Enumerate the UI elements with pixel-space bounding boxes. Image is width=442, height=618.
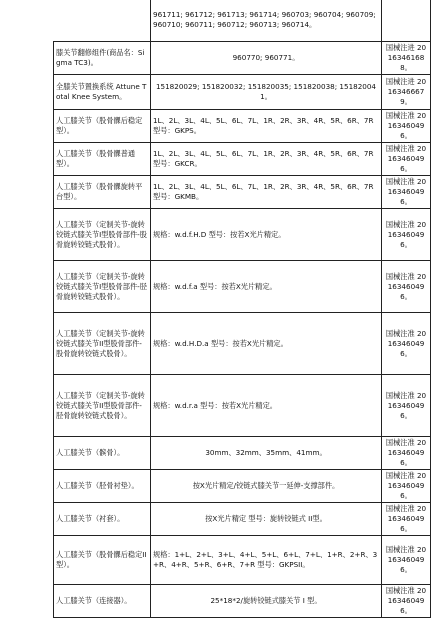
product-name-cell: 人工膝关节（股骨髁后稳定型）。 — [54, 110, 151, 143]
table-row — [54, 261, 431, 313]
table-row — [54, 536, 431, 585]
product-name-cell: 人工膝关节（定制关节-旋转铰链式膝关节I型股骨部件-股骨旋转铰链式股骨）。 — [54, 209, 151, 261]
table-row — [54, 42, 431, 75]
registration-number-cell: 国械注准 20163460496。 — [382, 536, 431, 585]
spec-model-cell: 规格：w.d.r.a 型号：按若X光片精定。 — [151, 375, 382, 437]
table-row — [54, 75, 431, 110]
product-name-cell: 人工膝关节（定制关节-旋转铰链式膝关节II型股骨部件-胫骨旋转铰链式股骨）。 — [54, 375, 151, 437]
device-registration-table — [53, 0, 431, 618]
product-name-cell: 人工膝关节（定制关节-旋转铰链式膝关节II型股骨部件-股骨旋转铰链式股骨）。 — [54, 313, 151, 375]
spec-model-cell: 规格：w.d.f.a 型号：按若X光片精定。 — [151, 261, 382, 313]
product-name-cell: 人工膝关节（股骨髁普通型）。 — [54, 143, 151, 176]
registration-number-cell: 国械注准 20163460496。 — [382, 375, 431, 437]
table-row — [54, 143, 431, 176]
spec-model-cell: 1L、2L、3L、4L、5L、6L、7L、1R、2R、3R、4R、5R、6R、7R 型号：GKCR。 — [151, 143, 382, 176]
table-row — [54, 209, 431, 261]
table-row — [54, 470, 431, 503]
registration-number-cell: 国械注进 20163466679。 — [382, 75, 431, 110]
spec-model-cell: 规格：w.d.H.D.a 型号：按若X光片精定。 — [151, 313, 382, 375]
product-name-cell — [54, 0, 151, 42]
table-row — [54, 0, 431, 42]
spec-model-cell: 961711; 961712; 961713; 961714; 960703; 960704; 960709; 960710; 960711; 960712; 960713; 960714。 — [151, 0, 382, 42]
registration-number-cell: 国械注准 20163460496。 — [382, 585, 431, 618]
product-name-cell: 人工膝关节（股骨髁旋转平台型）。 — [54, 176, 151, 209]
table-row — [54, 176, 431, 209]
registration-number-cell: 国械注准 20163460496。 — [382, 143, 431, 176]
spec-model-cell: 25*18*2/旋转铰链式膝关节 I 型。 — [151, 585, 382, 618]
spec-model-cell: 规格：1+L、2+L、3+L、4+L、5+L、6+L、7+L、1+R、2+R、3+R、4+R、5+R、6+R、7+R 型号：GKPSII。 — [151, 536, 382, 585]
product-name-cell: 人工膝关节（衬套）。 — [54, 503, 151, 536]
product-name-cell: 人工膝关节（股骨髁后稳定II型）。 — [54, 536, 151, 585]
product-name-cell: 人工膝关节（胫骨衬垫）。 — [54, 470, 151, 503]
table-row — [54, 375, 431, 437]
spec-model-cell: 960770; 960771。 — [151, 42, 382, 75]
table-row — [54, 110, 431, 143]
product-name-cell: 人工膝关节（连接器）。 — [54, 585, 151, 618]
registration-number-cell: 国械注准 20163460496。 — [382, 313, 431, 375]
spec-model-cell: 规格：w.d.f.H.D 型号：按若X光片精定。 — [151, 209, 382, 261]
registration-number-cell: 国械注准 20163460496。 — [382, 110, 431, 143]
registration-number-cell: 国械注进 20163461688。 — [382, 42, 431, 75]
product-name-cell: 全膝关节置换系统 Attune Total Knee System。 — [54, 75, 151, 110]
registration-number-cell: 国械注准 20163460496。 — [382, 437, 431, 470]
spec-model-cell: 按X光片精定 型号：旋转铰链式 II型。 — [151, 503, 382, 536]
product-name-cell: 人工膝关节（定制关节-旋转铰链式膝关节I型股骨部件-胫骨旋转铰链式股骨）。 — [54, 261, 151, 313]
table-row — [54, 585, 431, 618]
registration-number-cell — [382, 0, 431, 42]
product-name-cell: 膝关节翻修组件(商品名：Sigma TC3)。 — [54, 42, 151, 75]
registration-number-cell: 国械注准 20163460496。 — [382, 261, 431, 313]
spec-model-cell: 30mm、32mm、35mm、41mm。 — [151, 437, 382, 470]
registration-number-cell: 国械注准 20163460496。 — [382, 470, 431, 503]
product-name-cell: 人工膝关节（髌骨）。 — [54, 437, 151, 470]
spec-model-cell: 1L、2L、3L、4L、5L、6L、7L、1R、2R、3R、4R、5R、6R、7R 型号：GKMB。 — [151, 176, 382, 209]
spec-model-cell: 按X光片精定/铰链式膝关节一延伸-支撑部件。 — [151, 470, 382, 503]
table-row — [54, 503, 431, 536]
registration-number-cell: 国械注准 20163460496。 — [382, 209, 431, 261]
table-row — [54, 437, 431, 470]
registration-number-cell: 国械注准 20163460496。 — [382, 503, 431, 536]
table-row — [54, 313, 431, 375]
registration-number-cell: 国械注准 20163460496。 — [382, 176, 431, 209]
spec-model-cell: 151820029; 151820032; 151820035; 151820038; 151820041。 — [151, 75, 382, 110]
spec-model-cell: 1L、2L、3L、4L、5L、6L、7L、1R、2R、3R、4R、5R、6R、7R 型号：GKPS。 — [151, 110, 382, 143]
